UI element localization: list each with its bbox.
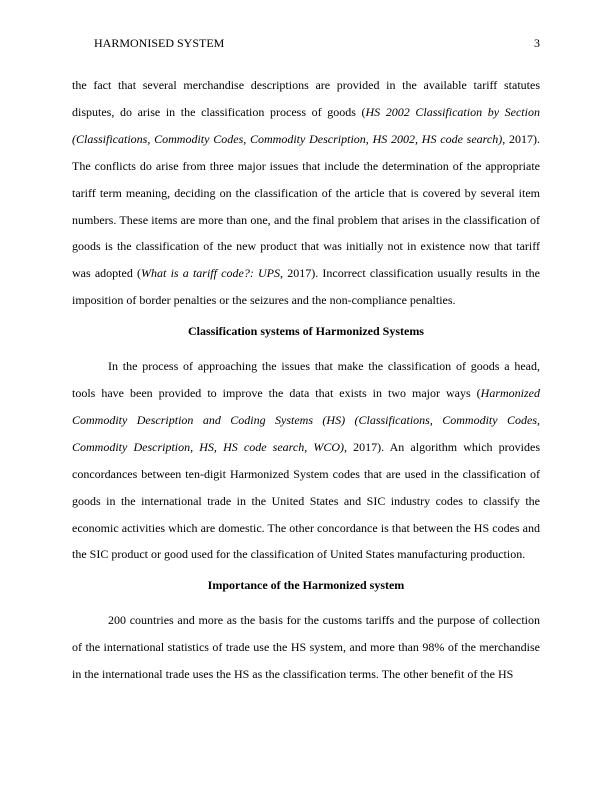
document-body [72, 72, 540, 688]
citation-hs-2002: HS 2002 Classification by Section (Classifications, Commodity Codes, Commodity Description, HS 2002, HS code search) [72, 104, 540, 146]
paragraph-2-text-2: , 2017). An algorithm which provides concordances between ten-digit Harmonized System codes that are used in the classification of goods in the international trade in the United States and SIC industry codes to classify the economic activities which are domestic. The other concordance is that between the HS codes and the SIC product or good used for the classification of United States manufacturing production. [72, 439, 541, 562]
section-heading-classification-systems: Classification systems of Harmonized Systems [188, 324, 424, 339]
paragraph-3 [72, 607, 540, 688]
paragraph-1-text-1: the fact that several merchandise descriptions are provided in the available tariff statutes disputes, do arise in the classification process of goods ( [72, 78, 540, 119]
citation-ups: What is a tariff code?: UPS [141, 266, 281, 281]
section-heading-importance: Importance of the Harmonized system [207, 578, 405, 593]
running-header [94, 36, 540, 52]
running-head-title: HARMONISED SYSTEM [94, 36, 225, 50]
paragraph-2-text-1: In the process of approaching the issues that make the classification of goods a head, tools have been provided to improve the data that exists in two major ways ( [72, 359, 540, 400]
paragraph-1 [72, 72, 540, 314]
citation-wco: Harmonized Commodity Description and Coding Systems (HS) (Classifications, Commodity Codes, Commodity Description, HS, HS code search, WCO) [72, 385, 540, 454]
paragraph-3-text-1: 200 countries and more as the basis for the customs tariffs and the purpose of collection of the international statistics of trade use the HS system, and more than 98% of the merchandise in the international trade uses the HS as the classification terms. The other benefit of the HS [72, 613, 540, 682]
paragraph-1-text-3: , 2017). Incorrect classification usually results in the imposition of border penalties or the seizures and the non-compliance penalties. [72, 266, 540, 308]
page-number: 3 [534, 36, 540, 50]
paragraph-1-text-2: , 2017). The conflicts do arise from three major issues that include the determination of the appropriate tariff term meaning, deciding on the classification of the article that is covered by several item numbers. These items are more than one, and the final problem that arises in the classification of goods is the classification of the new product that was initially not in existence now that tariff was adopted ( [72, 131, 540, 281]
paragraph-2 [72, 353, 540, 568]
